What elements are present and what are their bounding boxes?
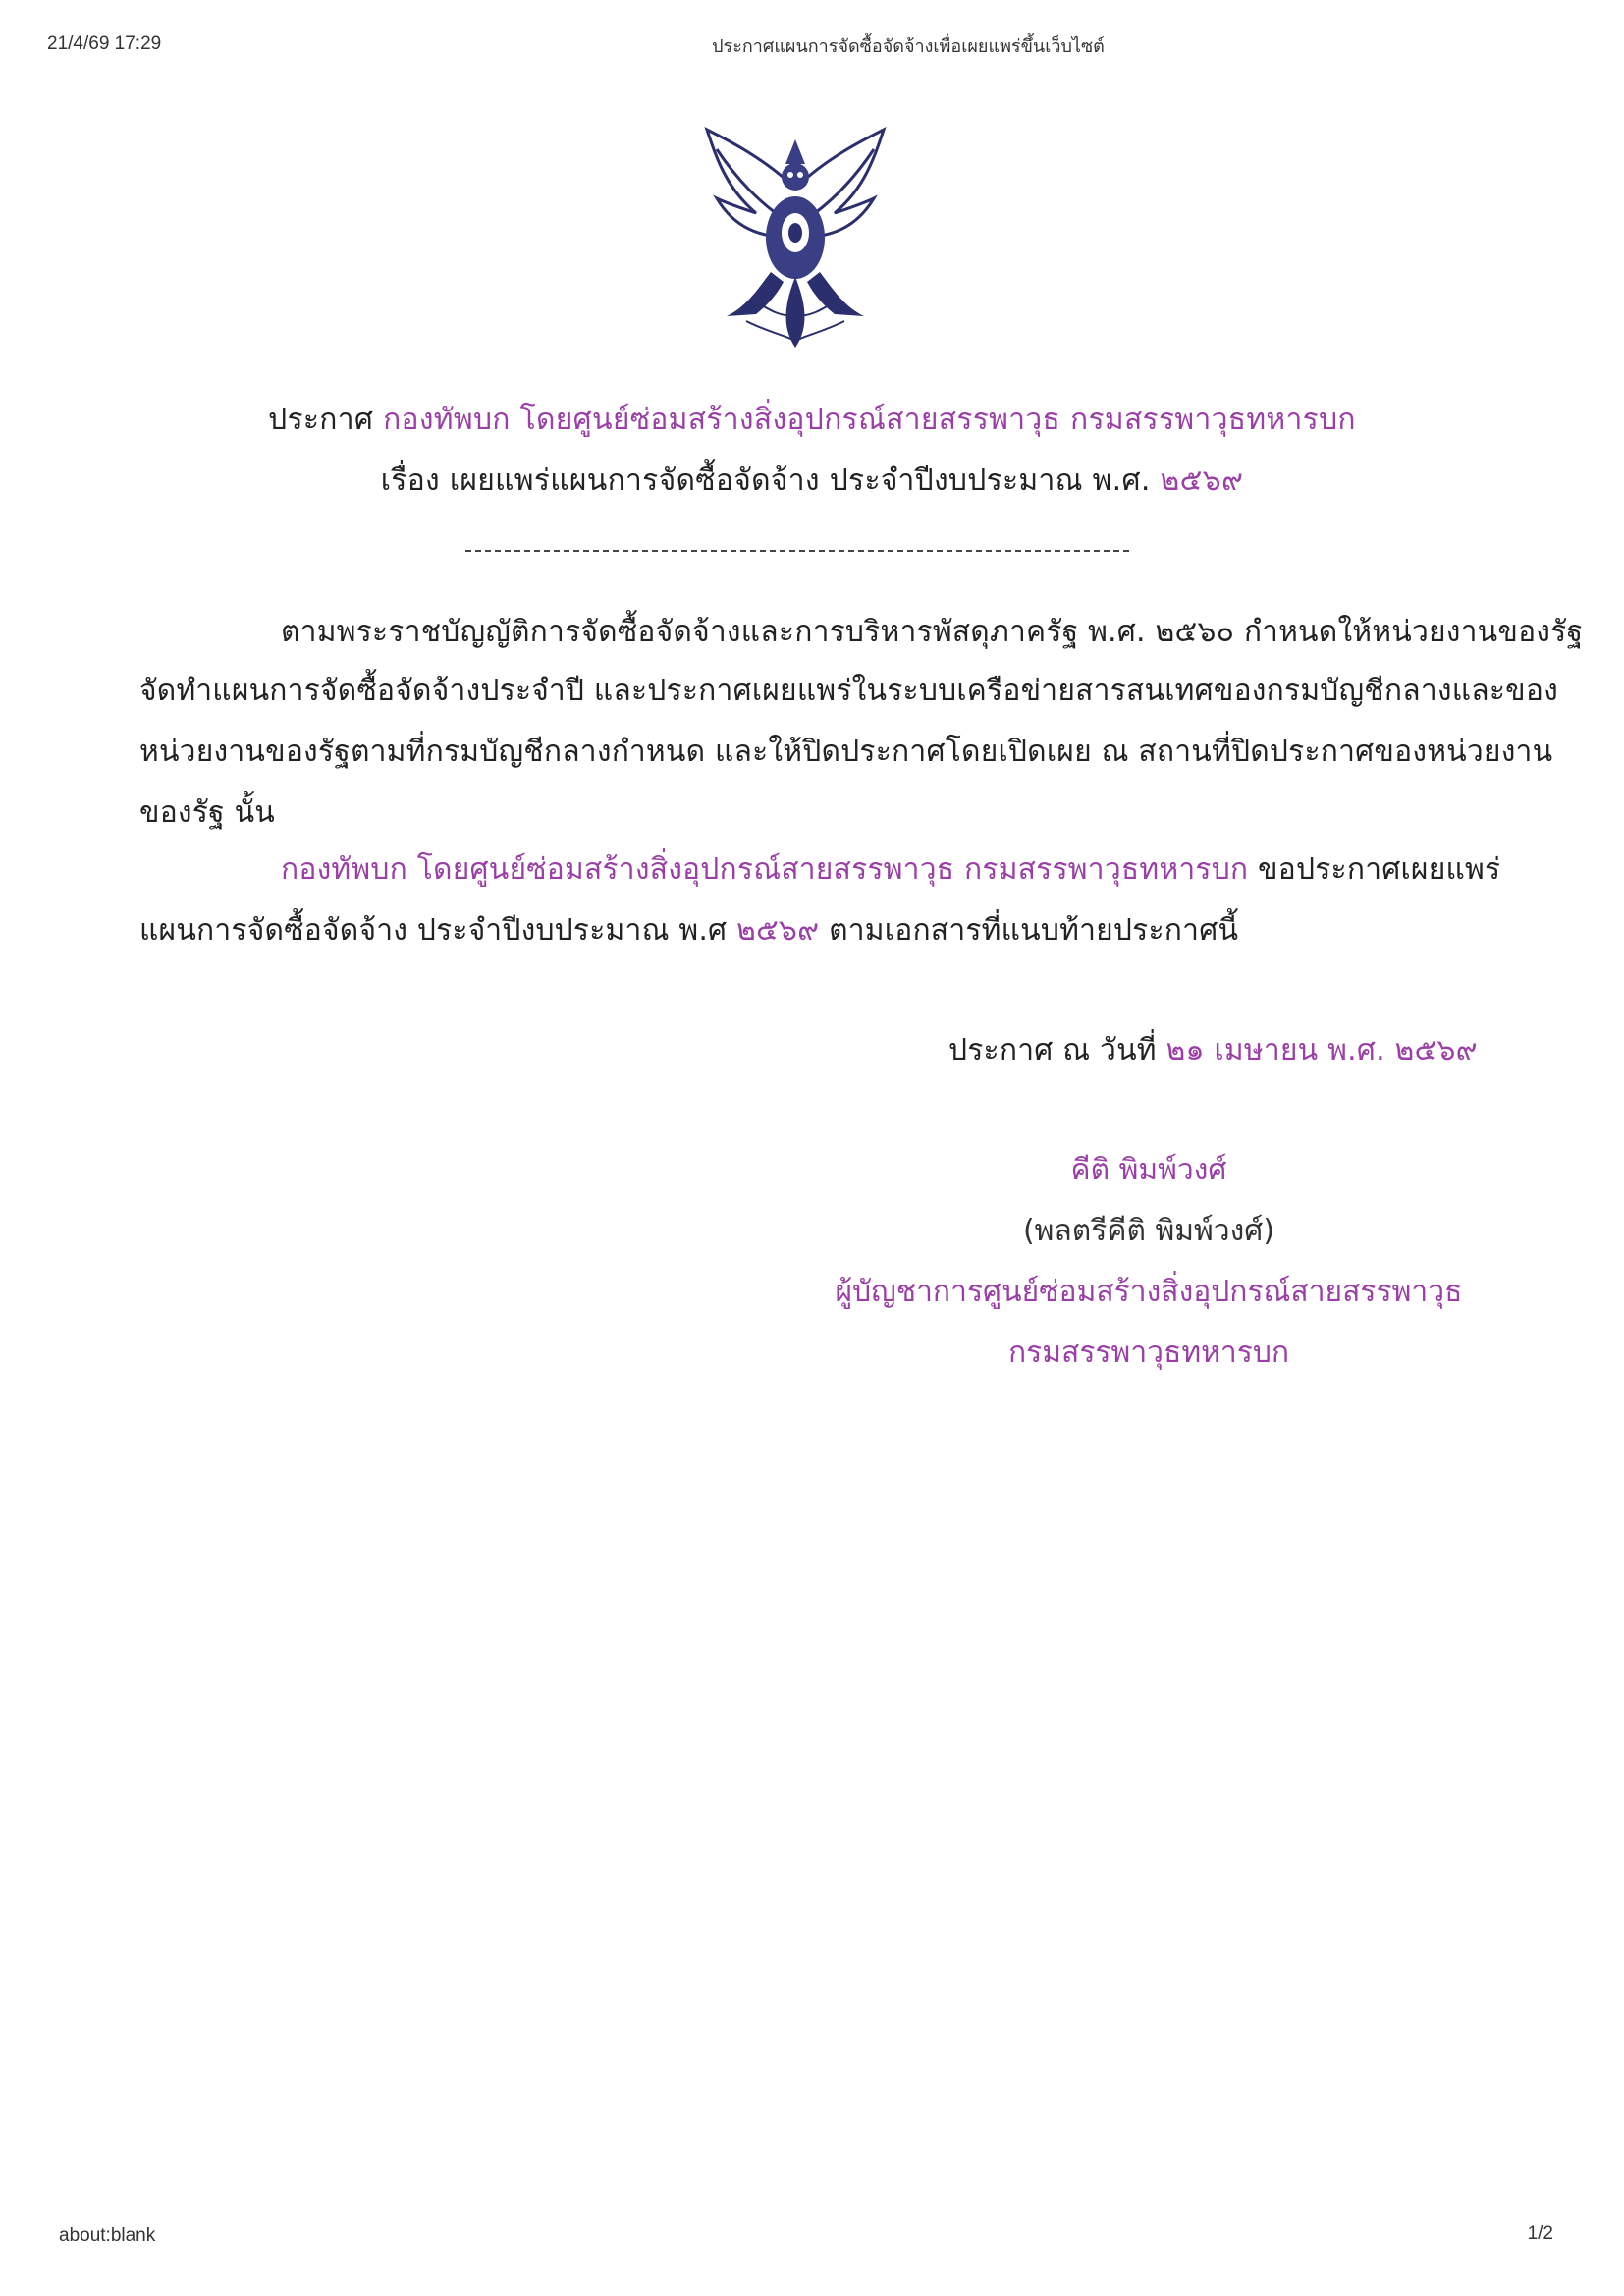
announcement-subject bbox=[0, 458, 1624, 504]
date-value: ๒๑ เมษายน พ.ศ. ๒๕๖๙ bbox=[1165, 1033, 1478, 1067]
subject-year: ๒๕๖๙ bbox=[1160, 464, 1244, 498]
signatory-position: ผู้บัญชาการศูนย์ซ่อมสร้างสิ่งอุปกรณ์สายสรรพาวุธ bbox=[835, 1275, 1463, 1309]
signatory-full-name: (พลตรีคีติ พิมพ์วงศ์) bbox=[1022, 1214, 1275, 1248]
print-datetime: 21/4/69 17:29 bbox=[47, 33, 162, 54]
paragraph-2-line-2-tail: ตามเอกสารที่แนบท้ายประกาศนี้ bbox=[819, 913, 1239, 948]
paragraph-2-line-1 bbox=[281, 850, 1500, 890]
heading-divider bbox=[465, 550, 1129, 552]
announcement-date bbox=[948, 1031, 1478, 1070]
garuda-emblem-icon bbox=[687, 120, 903, 355]
print-page-number: 1/2 bbox=[1527, 2223, 1553, 2244]
paragraph-2-line-1-tail: ขอประกาศเผยแพร่ bbox=[1248, 852, 1501, 887]
print-page-title: ประกาศแผนการจัดซื้อจัดจ้างเพื่อเผยแพร่ขึ้นเว็บไซต์ bbox=[712, 36, 1105, 57]
announcement-agency: กองทัพบก โดยศูนย์ซ่อมสร้างสิ่งอุปกรณ์สายสรรพาวุธ กรมสรรพาวุธทหารบก bbox=[383, 403, 1356, 437]
paragraph-2-year: ๒๕๖๙ bbox=[736, 913, 820, 948]
date-prefix: ประกาศ ณ วันที่ bbox=[948, 1033, 1166, 1067]
paragraph-1-line-4: ของรัฐ นั้น bbox=[139, 795, 275, 830]
paragraph-2-line-2-prefix: แผนการจัดซื้อจัดจ้าง ประจำปีงบประมาณ พ.ศ bbox=[139, 913, 737, 948]
paragraph-1-line-1: ตามพระราชบัญญัติการจัดซื้อจัดจ้างและการบริหารพัสดุภาครัฐ พ.ศ. ๒๕๖๐ กำหนดให้หน่วยงานของรัฐ bbox=[281, 615, 1584, 649]
signatory-unit: กรมสรรพาวุธทหารบก bbox=[1007, 1336, 1290, 1370]
signature-name: คีติ พิมพ์วงศ์ bbox=[1070, 1153, 1227, 1187]
paragraph-1-line-3: หน่วยงานของรัฐตามที่กรมบัญชีกลางกำหนด และให้ปิดประกาศโดยเปิดเผย ณ สถานที่ปิดประกาศของหน่วยงาน bbox=[139, 735, 1553, 769]
print-url: about:blank bbox=[59, 2225, 156, 2246]
announcement-prefix: ประกาศ bbox=[268, 403, 374, 437]
paragraph-2-agency: กองทัพบก โดยศูนย์ซ่อมสร้างสิ่งอุปกรณ์สายสรรพาวุธ กรมสรรพาวุธทหารบก bbox=[281, 852, 1249, 887]
announcement-title bbox=[0, 397, 1624, 443]
paragraph-2-line-2 bbox=[139, 911, 1238, 951]
subject-text: เรื่อง เผยแพร่แผนการจัดซื้อจัดจ้าง ประจำปีงบประมาณ พ.ศ. bbox=[380, 464, 1151, 498]
paragraph-1-line-2: จัดทำแผนการจัดซื้อจัดจ้างประจำปี และประกาศเผยแพร่ในระบบเครือข่ายสารสนเทศของกรมบัญชีกลางและของ bbox=[139, 674, 1558, 708]
